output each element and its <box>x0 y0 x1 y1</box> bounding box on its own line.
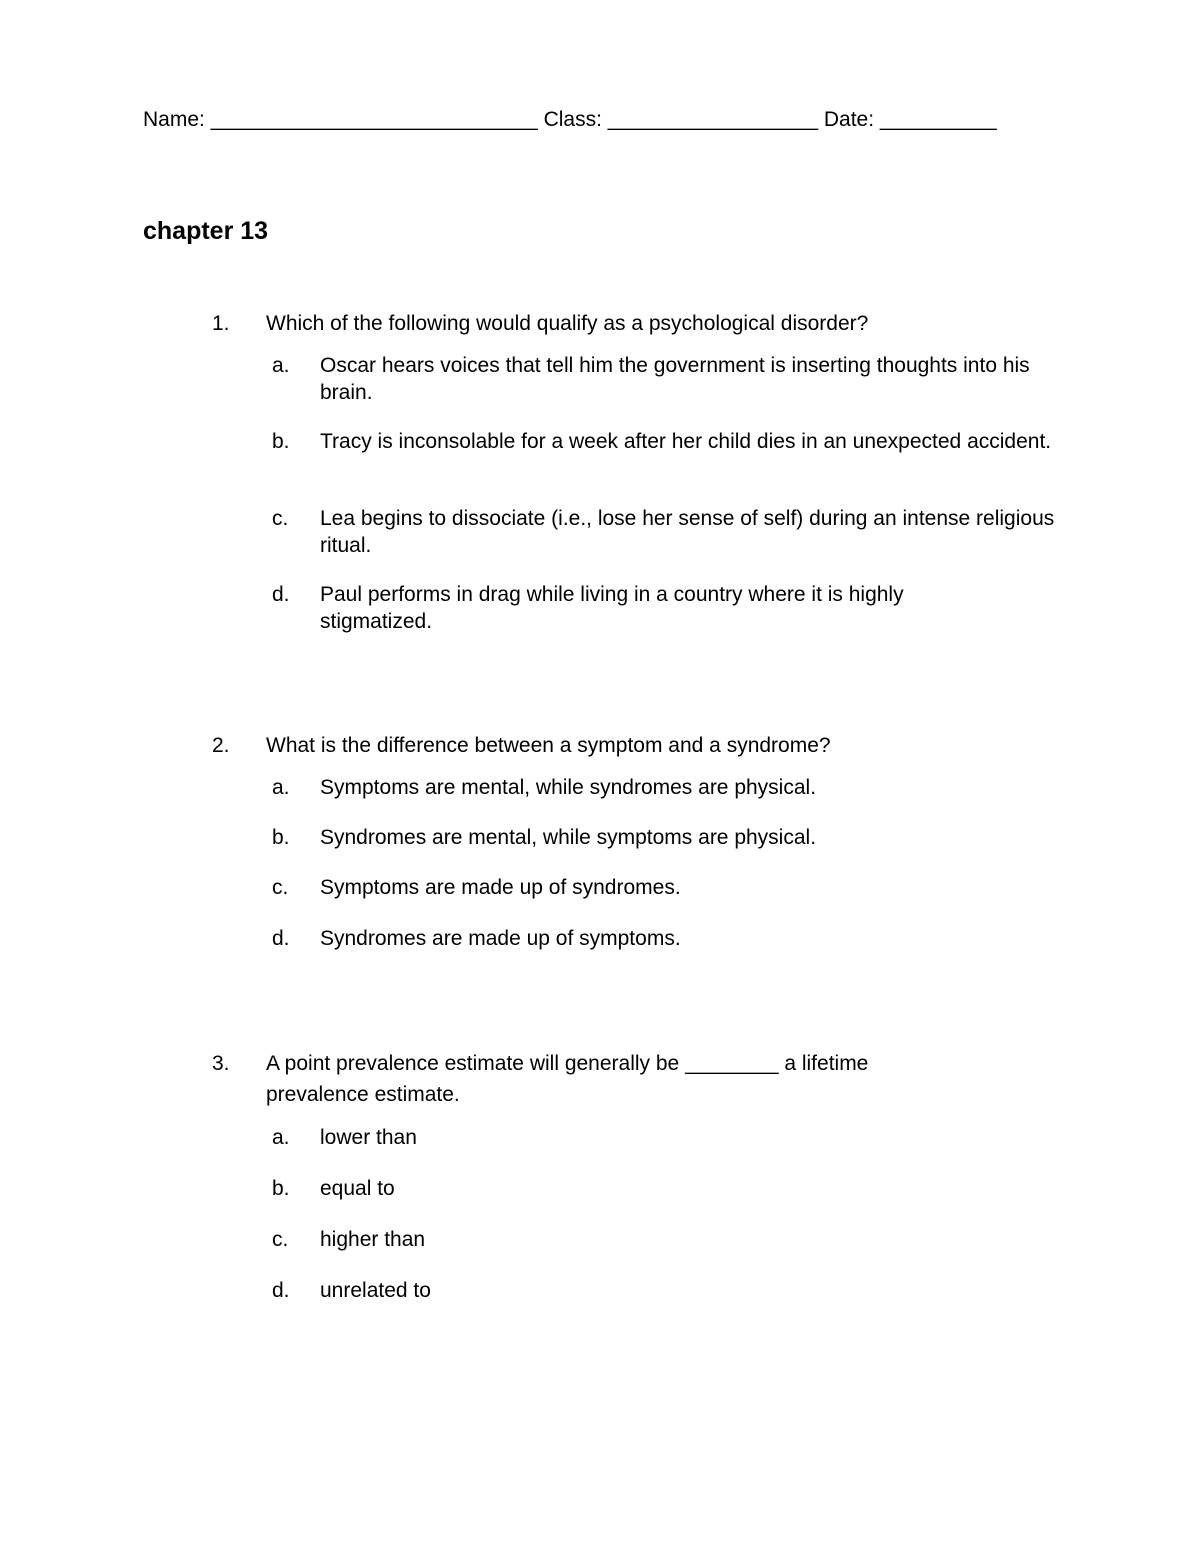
option-letter: c. <box>272 876 289 899</box>
option-text: Syndromes are mental, while symptoms are physical. <box>320 826 817 849</box>
option-text: Paul performs in drag while living in a country where it is highly stigmatized. <box>320 583 904 633</box>
option-text: Syndromes are made up of symptoms. <box>320 927 681 950</box>
option-text: Lea begins to dissociate (i.e., lose her sense of self) during an intense religious ritual. <box>320 507 1055 557</box>
option-letter: c. <box>272 507 289 530</box>
option-letter: d. <box>272 1279 290 1302</box>
option-letter: b. <box>272 826 290 849</box>
page-title: chapter 13 <box>143 217 269 245</box>
name-label: Name: <box>143 108 205 131</box>
option-text: Oscar hears voices that tell him the government is inserting thoughts into his brain. <box>320 354 1030 404</box>
option-text: lower than <box>320 1126 417 1149</box>
question-text: A point prevalence estimate will generally be ________ a lifetime prevalence estimate. <box>266 1052 869 1106</box>
option-text: unrelated to <box>320 1279 431 1302</box>
option-letter: a. <box>272 354 290 377</box>
option-letter: c. <box>272 1228 289 1251</box>
option-text: higher than <box>320 1228 426 1251</box>
question-number: 3. <box>212 1052 230 1075</box>
student-info-header <box>143 106 997 134</box>
question-number: 1. <box>212 312 230 335</box>
class-label: Class: <box>543 108 602 131</box>
option-letter: a. <box>272 776 290 799</box>
question-number: 2. <box>212 734 230 757</box>
date-blank: __________ <box>879 108 997 131</box>
question-text: What is the difference between a symptom and a syndrome? <box>266 734 831 757</box>
option-text: Symptoms are made up of syndromes. <box>320 876 681 899</box>
option-letter: d. <box>272 927 290 950</box>
option-letter: b. <box>272 1177 290 1200</box>
option-letter: d. <box>272 583 290 606</box>
option-text: equal to <box>320 1177 395 1200</box>
option-letter: a. <box>272 1126 290 1149</box>
name-blank: ____________________________ <box>210 108 538 131</box>
option-text: Tracy is inconsolable for a week after her child dies in an unexpected accident. <box>320 430 1052 453</box>
option-text: Symptoms are mental, while syndromes are physical. <box>320 776 817 799</box>
option-letter: b. <box>272 430 290 453</box>
date-label: Date: <box>823 108 875 131</box>
class-blank: __________________ <box>607 108 819 131</box>
question-text: Which of the following would qualify as a psychological disorder? <box>266 312 869 335</box>
